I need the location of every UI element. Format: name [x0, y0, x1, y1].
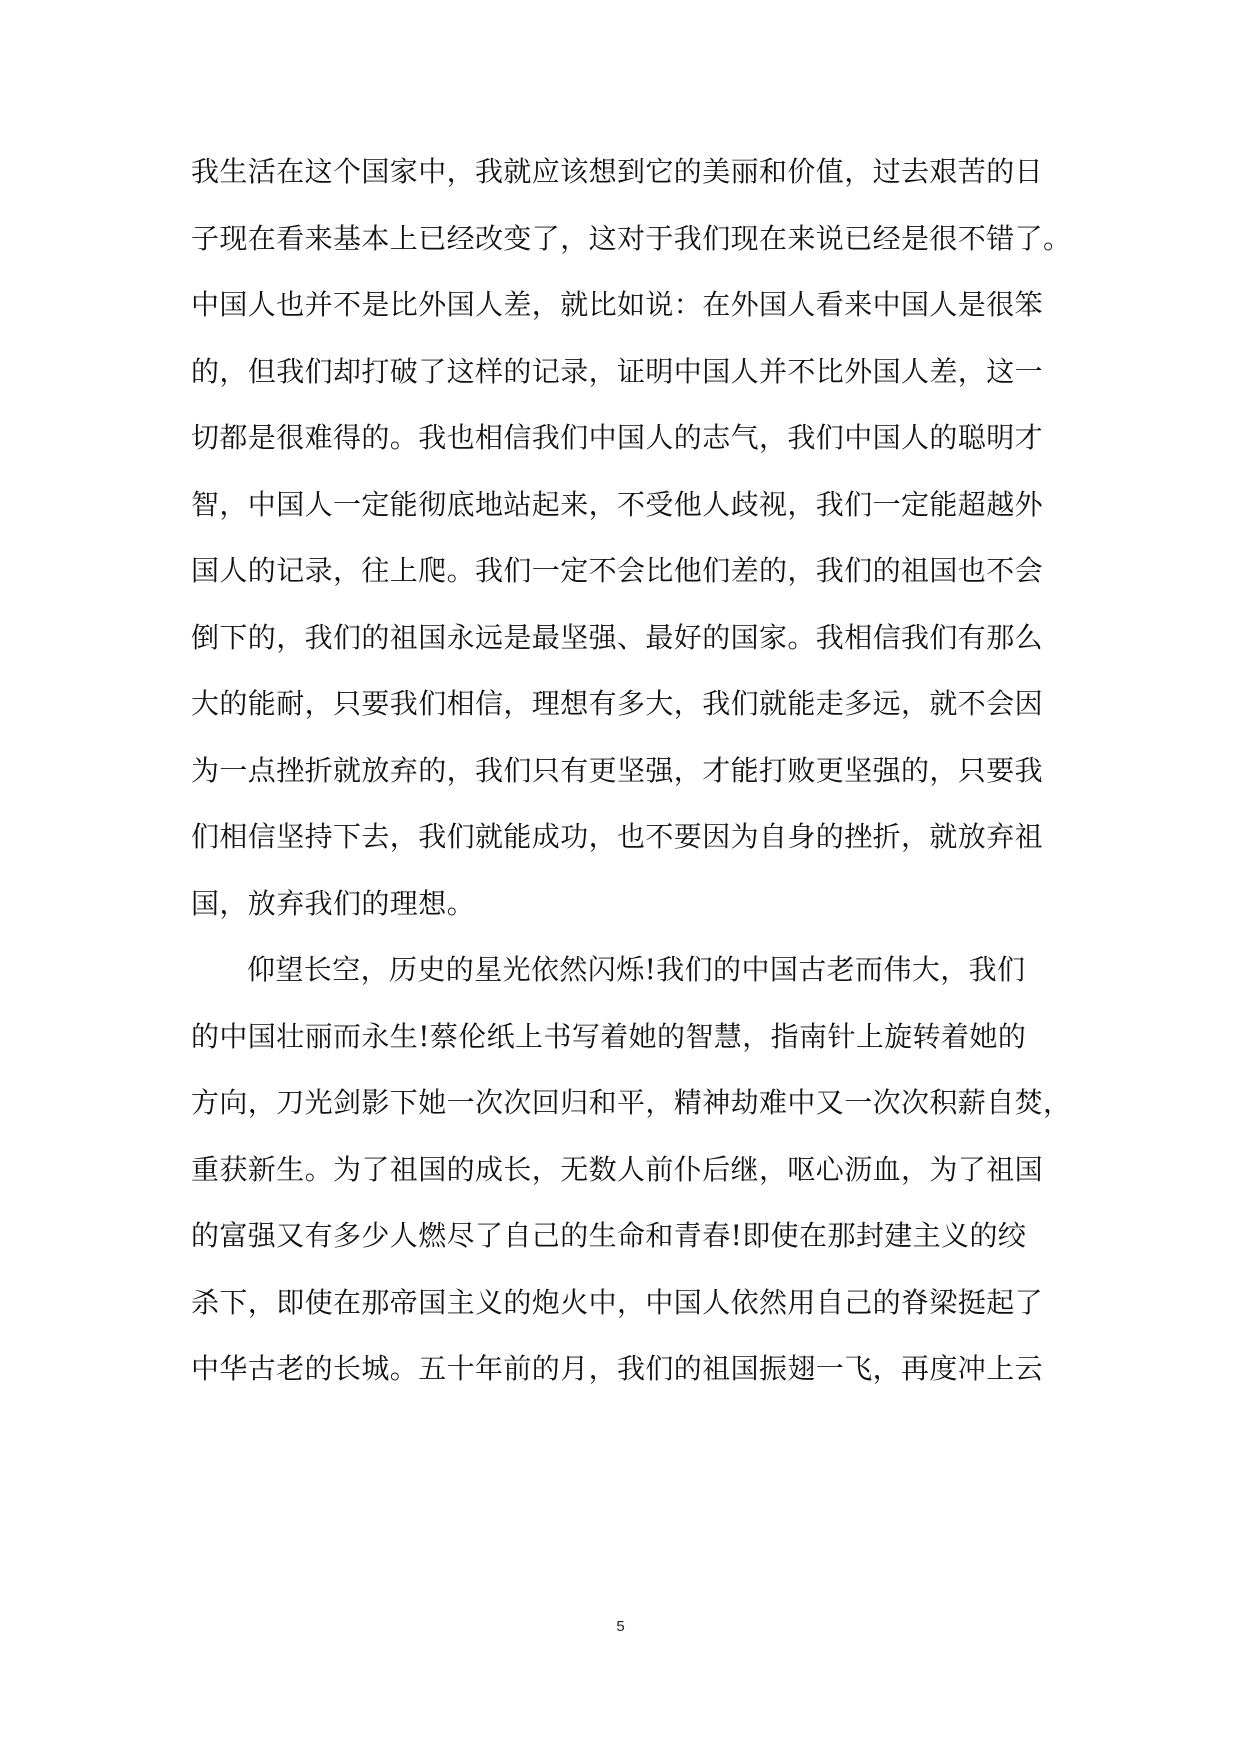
text-line: 的富强又有多少人燃尽了自己的生命和青春!即使在那封建主义的绞	[191, 1219, 1027, 1252]
text-line: 中国人也并不是比外国人差，就比如说：在外国人看来中国人是很笨	[191, 288, 1044, 321]
text-line: 国人的记录，往上爬。我们一定不会比他们差的，我们的祖国也不会	[191, 554, 1044, 587]
text-line: 子现在看来基本上已经改变了，这对于我们现在来说已经是很不错了。	[191, 221, 1072, 255]
page-number: 5	[616, 1618, 625, 1635]
paragraph-start-line: 仰望长空，历史的星光依然闪烁!我们的中国古老而伟大，我们	[247, 953, 1026, 986]
text-line: 大的能耐，只要我们相信，理想有多大，我们就能走多远，就不会因	[191, 687, 1044, 720]
text-line: 倒下的，我们的祖国永远是最坚强、最好的国家。我相信我们有那么	[191, 620, 1044, 654]
text-line: 杀下，即使在那帝国主义的炮火中，中国人依然用自己的脊梁挺起了	[191, 1285, 1044, 1319]
text-line: 为一点挫折就放弃的，我们只有更坚强，才能打败更坚强的，只要我	[191, 753, 1044, 787]
text-line: 的，但我们却打破了这样的记录，证明中国人并不比外国人差，这一	[191, 354, 1044, 388]
text-line: 中华古老的长城。五十年前的月，我们的祖国振翅一飞，再度冲上云	[191, 1352, 1044, 1385]
text-line: 重获新生。为了祖国的成长，无数人前仆后继，呕心沥血，为了祖国	[191, 1152, 1044, 1186]
body-text	[191, 150, 1071, 1414]
text-line: 国，放弃我们的理想。	[191, 886, 476, 920]
text-line: 智，中国人一定能彻底地站起来，不受他人歧视，我们一定能超越外	[191, 487, 1044, 521]
text-line: 我生活在这个国家中，我就应该想到它的美丽和价值，过去艰苦的日	[191, 155, 1044, 188]
text-line: 切都是很难得的。我也相信我们中国人的志气，我们中国人的聪明才	[191, 421, 1044, 454]
text-line: 方向，刀光剑影下她一次次回归和平，精神劫难中又一次次积薪自焚，	[191, 1086, 1072, 1119]
text-line: 的中国壮丽而永生!蔡伦纸上书写着她的智慧，指南针上旋转着她的	[191, 1019, 1027, 1053]
text-line: 们相信坚持下去，我们就能成功，也不要因为自身的挫折，就放弃祖	[191, 820, 1044, 853]
